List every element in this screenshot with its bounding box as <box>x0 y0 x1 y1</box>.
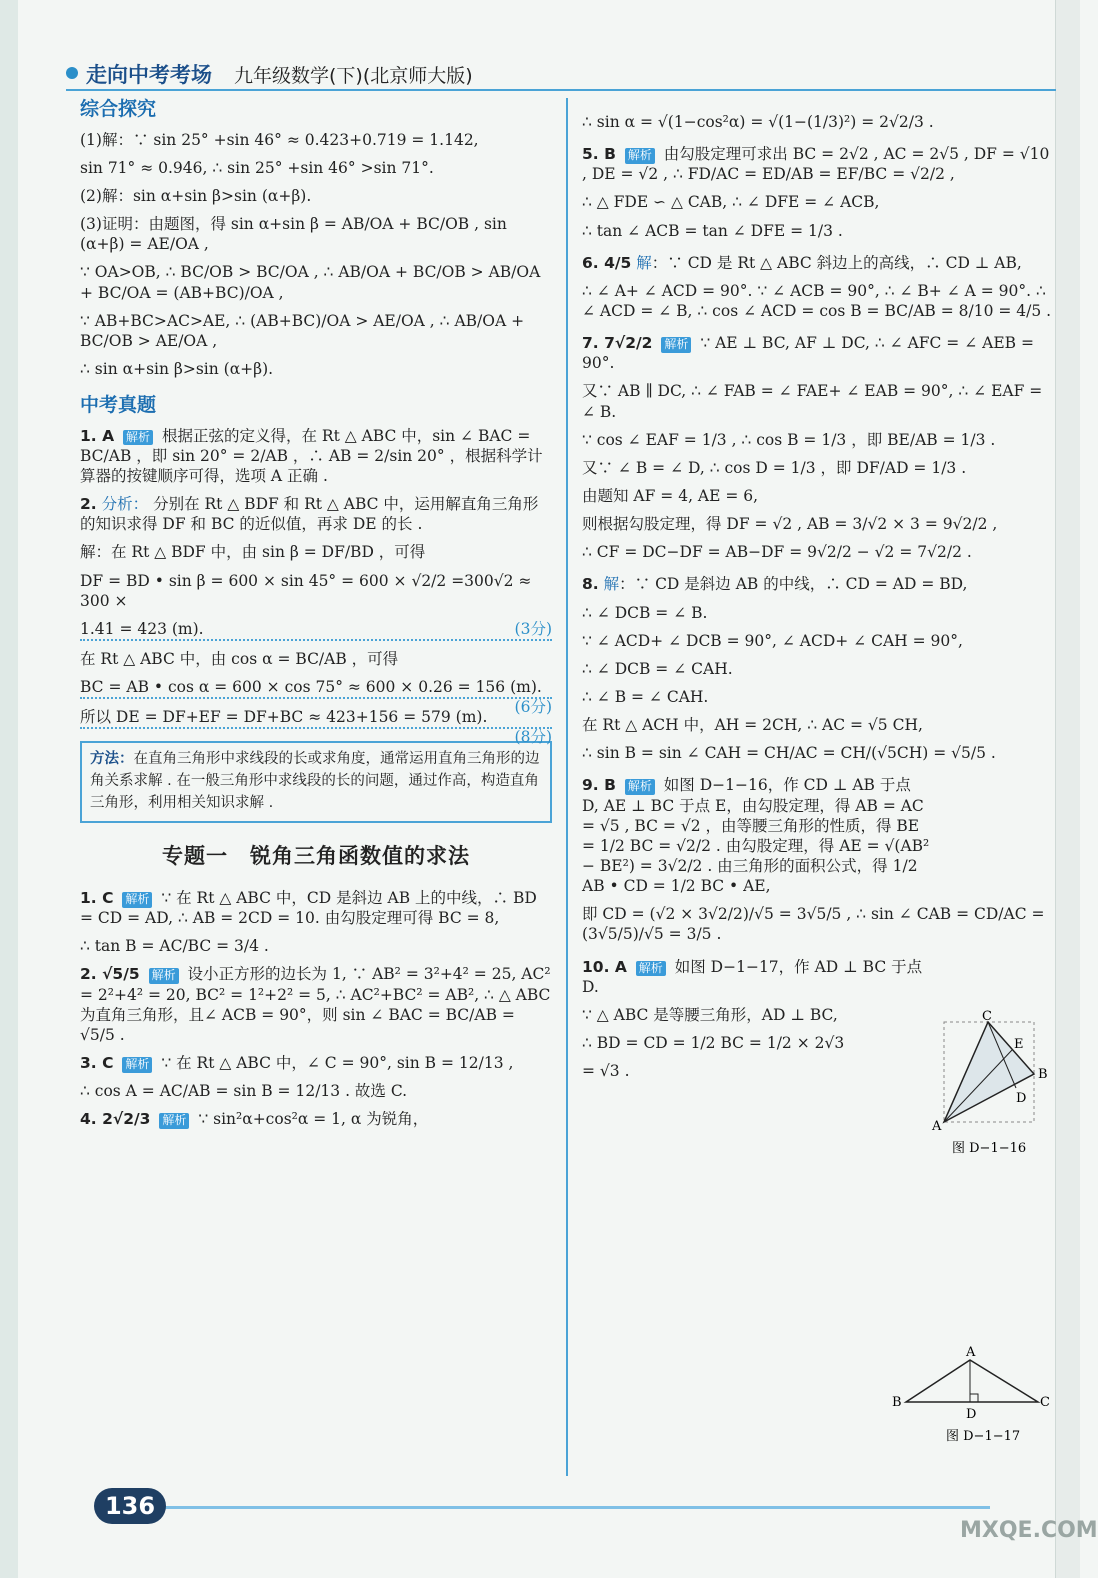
text-line: ∴ tan B = AC/BC = 3/4 . <box>80 937 269 956</box>
triangle-abc <box>906 1360 1038 1402</box>
text-line: 所以 DE = DF+EF = DF+BC ≈ 423+156 = 579 (m). <box>80 708 488 727</box>
label-a: A <box>966 1345 976 1360</box>
problem-number: 7. 7√2/2 <box>582 334 653 353</box>
problem-text: 如图 D−1−16，作 CD ⊥ AB 于点 D, AE ⊥ BC 于点 E，由勾股定理，得 AB = AC = √5 , BC = √2 ，由等腰三角形的性质，得 BE = 1/2 BC = √2/2 . 由勾股定理，得 AE = √(AB² − BE²) = 3√2/2 . 由三角形的面积公式，得 1/2 AB • CD = 1/2 BC • AE, <box>582 776 930 896</box>
page-header <box>66 57 1056 91</box>
text-line: (1)解：∵ sin 25° +sin 46° ≈ 0.423+0.719 = 1.142, <box>80 130 479 149</box>
problem-item <box>80 888 552 928</box>
header-dot-icon <box>66 67 78 79</box>
text-line: ∴ ∠ DCB = ∠ CAH. <box>582 659 733 678</box>
problem-item <box>80 426 552 486</box>
text-line: 又∵ ∠ B = ∠ D, ∴ cos D = 1/3 ，即 DF/AD = 1/3 . <box>582 458 967 477</box>
label-b: B <box>1038 1067 1048 1082</box>
problem-item <box>582 333 1052 373</box>
analysis-tag: 解析 <box>122 892 152 908</box>
label-e: E <box>1014 1037 1024 1052</box>
text-line: ∴ tan ∠ ACB = tan ∠ DFE = 1/3 . <box>582 221 843 240</box>
page-number: 136 <box>94 1488 166 1524</box>
problem-item <box>582 957 932 997</box>
text-line: ∵ ∠ ACD+ ∠ DCB = 90°, ∠ ACD+ ∠ CAH = 90°, <box>582 631 963 650</box>
text-line: ∴ ∠ DCB = ∠ B. <box>582 603 708 622</box>
text-line: ∴ sin B = sin ∠ CAH = CH/AC = CH/(√5CH) = √5/5 . <box>582 744 996 763</box>
text-line: 1.41 = 423 (m). <box>80 619 204 638</box>
problem-number: 3. C <box>80 1054 114 1072</box>
page-edge-right <box>1055 0 1080 1578</box>
footer-rule <box>160 1506 990 1509</box>
text-line: 解：在 Rt △ BDF 中，由 sin β = DF/BD ，可得 <box>80 543 426 562</box>
problem-text: 如图 D−1−17，作 AD ⊥ BC 于点 D. <box>582 957 923 996</box>
text-line: ∴ △ FDE ∽ △ CAB, ∴ ∠ DFE = ∠ ACB, <box>582 193 880 212</box>
text-line: 则根据勾股定理，得 DF = √2 , AB = 3/√2 × 3 = 9√2/2 , <box>582 515 998 534</box>
score-mark: (8分) <box>514 728 552 747</box>
problem-item <box>582 775 932 896</box>
section-title-zonghe: 综合探究 <box>80 98 157 120</box>
problem-text: ：∵ CD 是 Rt △ ABC 斜边上的高线，∴ CD ⊥ AB, <box>651 253 1022 272</box>
problem-text: ：∵ CD 是斜边 AB 的中线，∴ CD = AD = BD, <box>619 575 968 594</box>
label-c: C <box>1040 1395 1050 1410</box>
text-line: 在 Rt △ ABC 中，由 cos α = BC/AB ，可得 <box>80 650 399 669</box>
text-line: (3)证明：由题图，得 sin α+sin β = AB/OA + BC/OB , sin (α+β) = AE/OA , <box>80 215 507 254</box>
analysis-tag: 解析 <box>149 968 179 984</box>
text-line: BC = AB • cos α = 600 × cos 75° ≈ 600 × 0.26 = 156 (m). <box>80 678 542 697</box>
score-mark: (6分) <box>514 698 552 717</box>
text-line: 即 CD = (√2 × 3√2/2)/√5 = 3√5/5 , ∴ sin ∠ CAB = CD/AC = (3√5/5)/√5 = 3/5 . <box>582 905 1045 944</box>
page-edge-left <box>0 0 18 1578</box>
problem-number: 2. <box>80 495 97 514</box>
problem-number: 9. B <box>582 776 616 795</box>
problem-item <box>582 144 1052 184</box>
analysis-label: 分析： <box>101 495 149 514</box>
text-line: ∴ sin α = √(1−cos²α) = √(1−(1/3)²) = 2√2/3 . <box>582 113 934 131</box>
analysis-tag: 解析 <box>661 337 691 353</box>
header-rule <box>66 89 1056 91</box>
text-line: ∴ ∠ B = ∠ CAH. <box>582 687 709 706</box>
text-line: 又∵ AB ∥ DC, ∴ ∠ FAB = ∠ FAE+ ∠ EAB = 90°, ∴ ∠ EAF = ∠ B. <box>582 382 1043 421</box>
method-label: 方法： <box>90 751 134 768</box>
text-line-scored <box>80 677 552 717</box>
label-c: C <box>982 1009 992 1024</box>
header-brand: 走向中考考场 <box>86 63 212 87</box>
analysis-tag: 解析 <box>159 1113 189 1129</box>
analysis-tag: 解析 <box>122 1057 152 1073</box>
text-line: ∴ BD = CD = 1/2 BC = 1/2 × 2√3 <box>582 1033 845 1052</box>
problem-number: 1. A <box>80 426 115 445</box>
problem-text: ∵ 在 Rt △ ABC 中，∠ C = 90°, sin B = 12/13 , <box>161 1054 514 1072</box>
figure-caption: 图 D−1−17 <box>946 1429 1021 1444</box>
analysis-label: 解 <box>636 253 652 272</box>
text-line: ∴ ∠ A+ ∠ ACD = 90°. ∵ ∠ ACB = 90°, ∴ ∠ B+ ∠ A = 90°. ∴ ∠ ACD = ∠ B, ∴ cos ∠ ACD = cos B = BC/AB = 8/10 = 4/5 . <box>582 281 1052 320</box>
problem-text: 分别在 Rt △ BDF 和 Rt △ ABC 中，运用解直角三角形的知识求得 DF 和 BC 的近似值，再求 DE 的长 . <box>80 495 539 534</box>
header-subtitle: 九年级数学(下)(北京师大版) <box>234 65 473 87</box>
text-line-scored <box>80 619 552 641</box>
column-divider <box>566 98 568 1476</box>
site-watermark: MXQE.COM <box>960 1518 1098 1543</box>
problem-number: 5. B <box>582 145 616 164</box>
figure-caption: 图 D−1−16 <box>952 1141 1027 1156</box>
text-line: ∴ cos A = AC/AB = sin B = 12/13 . 故选 C. <box>80 1082 408 1101</box>
problem-item <box>582 574 1052 594</box>
text-line: = √3 . <box>582 1062 630 1081</box>
problem-item <box>582 253 1052 273</box>
problem-number: 1. C <box>80 889 114 908</box>
analysis-tag: 解析 <box>636 961 666 977</box>
problem-item <box>80 1109 552 1129</box>
text-line: sin 71° ≈ 0.946, ∴ sin 25° +sin 46° >sin 71°. <box>80 158 434 177</box>
method-text: 在直角三角形中求线段的长或求角度，通常运用直角三角形的边角关系求解 . 在一般三角形中求线段的长的问题，通过作高，构造直角三角形，利用相关知识求解 . <box>90 751 540 811</box>
text-line: 在 Rt △ ACH 中，AH = 2CH, ∴ AC = √5 CH, <box>582 716 923 735</box>
problem-item <box>80 964 552 1045</box>
section-title-zhongkao: 中考真题 <box>80 394 157 417</box>
text-line-scored <box>80 707 552 747</box>
analysis-tag: 解析 <box>625 148 655 164</box>
text-line: ∴ CF = DC−DF = AB−DF = 9√2/2 − √2 = 7√2/2 . <box>582 543 972 562</box>
analysis-tag: 解析 <box>123 430 153 446</box>
right-angle-mark <box>970 1394 978 1402</box>
text-line: ∵ △ ABC 是等腰三角形，AD ⊥ BC, <box>582 1005 838 1024</box>
text-line: ∴ sin α+sin β>sin (α+β). <box>80 359 274 378</box>
problem-number: 6. 4/5 <box>582 253 632 272</box>
figure-d-1-17 <box>886 1346 1056 1446</box>
right-column <box>582 112 1052 1089</box>
figure-d-1-16 <box>932 1009 1052 1162</box>
problem-text: ∵ 在 Rt △ ABC 中，CD 是斜边 AB 上的中线，∴ BD = CD = AD, ∴ AB = 2CD = 10. 由勾股定理可得 BC = 8, <box>80 889 537 928</box>
text-line: ∵ AB+BC>AC>AE, ∴ (AB+BC)/OA > AE/OA , ∴ AB/OA + BC/OB > AE/OA , <box>80 311 525 350</box>
text-line: DF = BD • sin β = 600 × sin 45° = 600 × √2/2 =300√2 ≈ 300 × <box>80 571 532 610</box>
problem-number: 4. 2√2/3 <box>80 1110 151 1129</box>
score-mark: (3分) <box>514 619 552 638</box>
problem-number: 10. A <box>582 957 627 976</box>
problem-item <box>80 494 552 534</box>
text-line: (2)解：sin α+sin β>sin (α+β). <box>80 186 312 205</box>
left-column <box>80 97 552 1137</box>
analysis-tag: 解析 <box>625 779 655 795</box>
topic-title: 专题一 锐角三角函数值的求法 <box>162 843 470 868</box>
label-b: B <box>892 1395 902 1410</box>
problem-text: 设小正方形的边长为 1, ∵ AB² = 3²+4² = 25, AC² = 2²+4² = 20, BC² = 1²+2² = 5, ∴ AC²+BC² = AB², ∴ △ ABC 为直角三角形，且∠ ACB = 90°，则 sin ∠ BAC = BC/AB = √5/5 . <box>80 965 551 1044</box>
problem-text: ∵ AE ⊥ BC, AF ⊥ DC, ∴ ∠ AFC = ∠ AEB = 90°. <box>582 334 1034 373</box>
label-d: D <box>966 1407 977 1422</box>
label-a: A <box>932 1119 942 1134</box>
problem-text: ∵ sin²α+cos²α = 1, α 为锐角， <box>198 1110 429 1129</box>
problem-number: 8. <box>582 575 599 594</box>
problem-text: 根据正弦的定义得，在 Rt △ ABC 中，sin ∠ BAC = BC/AB ，即 sin 20° = 2/AB ，∴ AB = 2/sin 20° ，根据科学计算器的按键顺序可得，选项 A 正确 . <box>80 426 543 486</box>
problem-text: 由勾股定理可求出 BC = 2√2 , AC = 2√5 , DF = √10 , DE = √2 , ∴ FD/AC = ED/AB = EF/BC = √2/2 , <box>582 145 1050 184</box>
problem-item <box>80 1053 552 1073</box>
text-line: ∵ OA>OB, ∴ BC/OB > BC/OA , ∴ AB/OA + BC/OB > AB/OA + BC/OA = (AB+BC)/OA , <box>80 263 541 302</box>
label-d: D <box>1016 1091 1027 1106</box>
method-box <box>80 741 552 822</box>
analysis-label: 解 <box>603 575 620 594</box>
problem-number: 2. √5/5 <box>80 965 140 984</box>
text-line: ∵ cos ∠ EAF = 1/3 , ∴ cos B = 1/3 ，即 BE/AB = 1/3 . <box>582 430 996 449</box>
text-line: 由题知 AF = 4, AE = 6, <box>582 486 759 505</box>
